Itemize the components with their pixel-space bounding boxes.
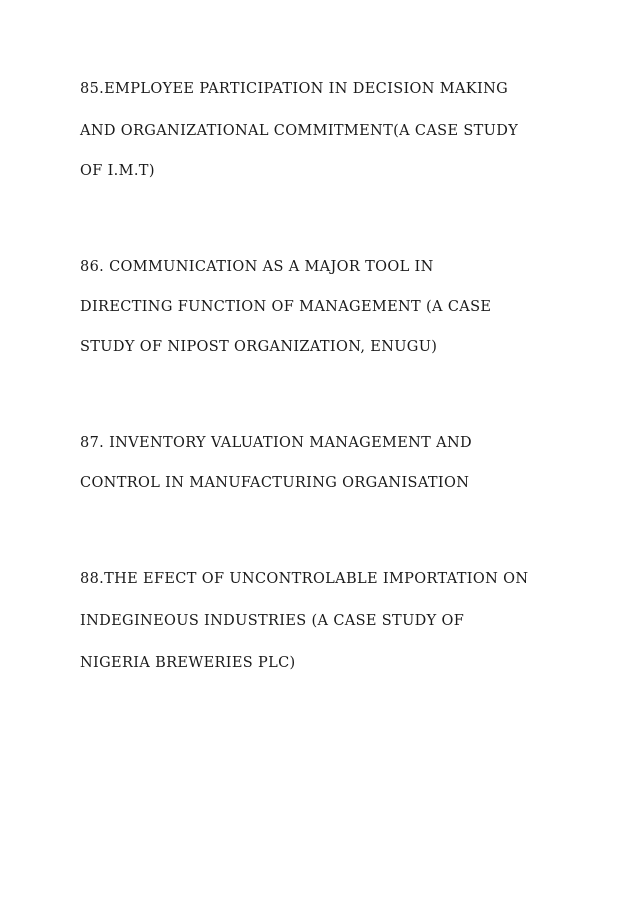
topic-line: 85.EMPLOYEE PARTICIPATION IN DECISION MAKING <box>80 81 509 97</box>
topic-line: 86. COMMUNICATION AS A MAJOR TOOL IN <box>80 259 434 275</box>
topic-line: DIRECTING FUNCTION OF MANAGEMENT (A CASE <box>80 299 492 315</box>
topic-line: CONTROL IN MANUFACTURING ORGANISATION <box>80 475 470 491</box>
topic-line: AND ORGANIZATIONAL COMMITMENT(A CASE STUDY <box>80 123 519 139</box>
topic-line: NIGERIA BREWERIES PLC) <box>80 655 296 671</box>
topic-line: 87. INVENTORY VALUATION MANAGEMENT AND <box>80 435 472 451</box>
topic-line: OF I.M.T) <box>80 163 155 179</box>
topic-line: 88.THE EFECT OF UNCONTROLABLE IMPORTATION ON <box>80 571 529 587</box>
topic-line: INDEGINEOUS INDUSTRIES (A CASE STUDY OF <box>80 613 465 629</box>
topic-line: STUDY OF NIPOST ORGANIZATION, ENUGU) <box>80 339 438 355</box>
